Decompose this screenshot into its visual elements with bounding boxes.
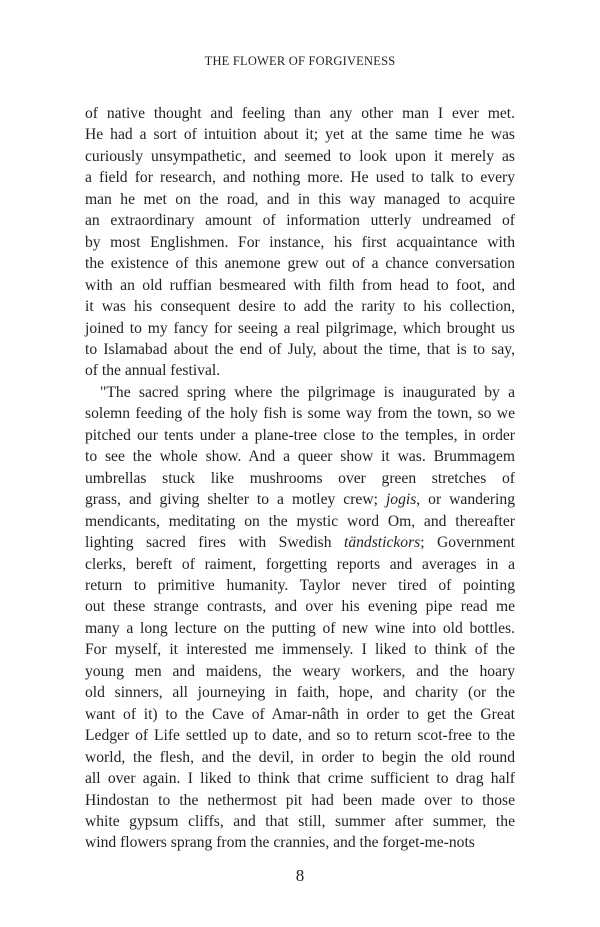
text-line: many a long lecture on the putting of new wine into old bottles. bbox=[85, 619, 515, 637]
text-line: to Islamabad about the end of July, about the time, that is to say, bbox=[85, 340, 515, 358]
text-line: white gypsum cliffs, and that still, summer after summer, the bbox=[85, 812, 515, 830]
text-line: want of it) to the Cave of Amar-nâth in order to get the Great bbox=[85, 705, 515, 723]
running-head: THE FLOWER OF FORGIVENESS bbox=[204, 54, 396, 68]
paragraph bbox=[85, 103, 515, 382]
text-line: lighting sacred fires with Swedish tändstickors; Government bbox=[85, 534, 515, 552]
text-line: a field for research, and nothing more. He used to talk to every bbox=[85, 169, 515, 187]
text-line: world, the flesh, and the devil, in order to begin the old round bbox=[85, 748, 515, 766]
text-line: clerks, bereft of raiment, forgetting reports and averages in a bbox=[85, 555, 515, 573]
text-line: For myself, it interested me immensely. I liked to think of the bbox=[85, 641, 515, 659]
text-line: Ledger of Life settled up to date, and so to return scot-free to the bbox=[85, 727, 515, 745]
text-line: it was his consequent desire to add the rarity to his collection, bbox=[85, 298, 515, 316]
text-line: pitched our tents under a plane-tree close to the temples, in order bbox=[85, 426, 515, 444]
italic-word: tändstickors bbox=[344, 534, 421, 552]
text-line: He had a sort of intuition about it; yet at the same time he was bbox=[85, 126, 515, 144]
text-line: to see the whole show. And a queer show it was. Brummagem bbox=[85, 448, 515, 466]
text-line: of the annual festival. bbox=[85, 362, 221, 380]
text-line: joined to my fancy for seeing a real pilgrimage, which brought us bbox=[85, 319, 515, 337]
text-line: old sinners, all journeying in faith, hope, and charity (or the bbox=[85, 684, 515, 702]
text-line: all over again. I liked to think that crime sufficient to drag half bbox=[85, 770, 515, 788]
text-line: out these strange contrasts, and over his evening pipe read me bbox=[85, 598, 515, 616]
text-line: man he met on the road, and in this way managed to acquire bbox=[85, 190, 515, 208]
text-line: grass, and giving shelter to a motley crew; jogis, or wandering bbox=[85, 491, 515, 509]
text-line: young men and maidens, the weary workers, and the hoary bbox=[85, 662, 515, 680]
text-line: of native thought and feeling than any other man I ever met. bbox=[85, 105, 515, 122]
text-line: wind flowers sprang from the crannies, and the forget-me-nots bbox=[85, 834, 475, 852]
text-line: return to primitive humanity. Taylor never tired of pointing bbox=[85, 576, 515, 594]
text-line: by most Englishmen. For instance, his first acquaintance with bbox=[85, 233, 515, 251]
text-line: with an old ruffian besmeared with filth from head to foot, and bbox=[85, 276, 515, 294]
text-line: an extraordinary amount of information utterly undreamed of bbox=[85, 212, 515, 230]
text-line: solemn feeding of the holy fish is some way from the town, so we bbox=[85, 405, 515, 423]
text-line: umbrellas stuck like mushrooms over green stretches of bbox=[85, 469, 515, 487]
text-line: "The sacred spring where the pilgrimage is inaugurated by a bbox=[100, 383, 515, 401]
paragraph bbox=[85, 382, 515, 854]
italic-word: jogis bbox=[385, 491, 417, 509]
text-line: the existence of this anemone grew out of a chance conversation bbox=[85, 255, 515, 273]
text-line: mendicants, meditating on the mystic word Om, and thereafter bbox=[85, 512, 515, 530]
text-line: curiously unsympathetic, and seemed to look upon it merely as bbox=[85, 147, 515, 165]
text-line: Hindostan to the nethermost pit had been made over to those bbox=[85, 791, 515, 809]
page-number: 8 bbox=[295, 866, 305, 885]
body-text bbox=[85, 103, 515, 854]
